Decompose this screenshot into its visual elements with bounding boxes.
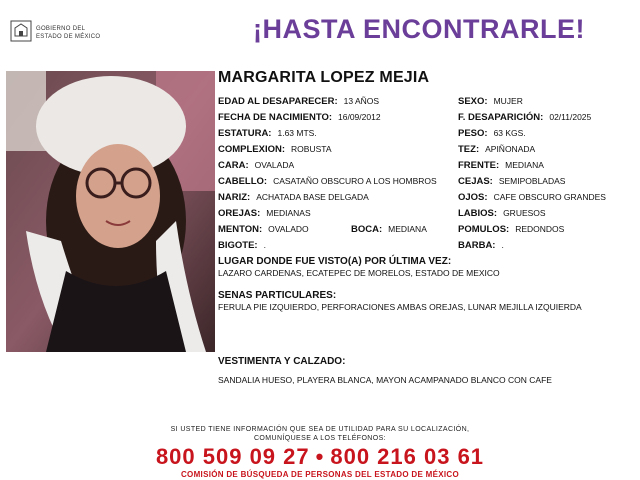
field-barba (458, 240, 504, 251)
field-edad (218, 96, 379, 107)
field-value: MEDIANA (505, 160, 544, 170)
field-value: SEMIPOBLADAS (498, 176, 566, 186)
field-value: MEDIANAS (266, 208, 311, 218)
field-label: BIGOTE: (218, 240, 258, 251)
commission-name: COMISIÓN DE BÚSQUEDA DE PERSONAS DEL ESTADO DE MÉXICO (180, 470, 459, 479)
field-label: ESTATURA: (218, 128, 272, 139)
field-label: F. DESAPARICIÓN: (458, 112, 544, 123)
field-nacimiento (218, 112, 381, 123)
field-label: SEXO: (458, 96, 488, 107)
field-orejas (218, 208, 311, 219)
field-frente (458, 160, 544, 171)
field-labios (458, 208, 546, 219)
field-value: . (263, 240, 266, 250)
phone-2: 800 216 03 61 (330, 444, 485, 469)
field-boca (351, 224, 427, 235)
field-sexo (458, 96, 523, 107)
missing-person-photo (6, 71, 215, 352)
field-cabello (218, 176, 437, 187)
field-label: CABELLO: (218, 176, 268, 187)
field-label: CARA: (218, 160, 249, 171)
phone-numbers (0, 444, 640, 470)
field-label: COMPLEXION: (218, 144, 286, 155)
field-value: MUJER (493, 96, 523, 106)
footer-note-line-2: COMUNÍQUESE A LOS TELÉFONOS: (253, 435, 387, 442)
field-value: 16/09/2012 (338, 112, 381, 122)
field-value: ACHATADA BASE DELGADA (256, 192, 369, 202)
field-cejas (458, 176, 565, 187)
field-value: APIÑONADA (485, 144, 536, 154)
field-menton (218, 224, 309, 235)
field-complexion (218, 144, 332, 155)
logo-line-2: ESTADO DE MÉXICO (36, 34, 101, 40)
field-label: CEJAS: (458, 176, 493, 187)
separator-dot: • (315, 444, 325, 469)
field-value: . (501, 240, 504, 250)
field-label: PESO: (458, 128, 488, 139)
phone-1: 800 509 09 27 (155, 444, 310, 469)
clothing-value: SANDALIA HUESO, PLAYERA BLANCA, MAYON ACAMPANADO BLANCO CON CAFE (218, 375, 552, 385)
field-peso (458, 128, 526, 139)
state-seal-icon (10, 20, 32, 42)
field-label: MENTON: (218, 224, 263, 235)
footer-note-line-1: SI USTED TIENE INFORMACIÓN QUE SEA DE UTILIDAD PARA SU LOCALIZACIÓN, (170, 426, 470, 433)
field-value: 1.63 MTS. (277, 128, 317, 138)
field-value: 13 AÑOS (343, 96, 380, 106)
field-tez (458, 144, 535, 155)
field-value: CAFE OBSCURO GRANDES (493, 192, 606, 202)
government-logo (10, 20, 130, 50)
marks-value: FERULA PIE IZQUIERDO, PERFORACIONES AMBAS OREJAS, LUNAR MEJILLA IZQUIERDA (218, 302, 582, 312)
field-label: OREJAS: (218, 208, 261, 219)
field-value: ROBUSTA (291, 144, 332, 154)
field-label: BOCA: (351, 224, 383, 235)
field-value: 02/11/2025 (549, 112, 592, 122)
last-seen-title: LUGAR DONDE FUE VISTO(A) POR ÚLTIMA VEZ: (218, 256, 452, 267)
field-pomulos (458, 224, 564, 235)
field-estatura (218, 128, 317, 139)
field-value: OVALADO (268, 224, 309, 234)
field-ojos (458, 192, 606, 203)
marks-title: SENAS PARTICULARES: (218, 290, 337, 301)
field-desaparicion (458, 112, 591, 123)
logo-line-1: GOBIERNO DEL (36, 26, 86, 32)
field-label: FRENTE: (458, 160, 500, 171)
headline: ¡HASTA ENCONTRARLE! (253, 14, 585, 44)
field-value: MEDIANA (388, 224, 427, 234)
field-bigote (218, 240, 266, 251)
clothing-title: VESTIMENTA Y CALZADO: (218, 356, 346, 367)
field-label: TEZ: (458, 144, 480, 155)
field-nariz (218, 192, 369, 203)
field-cara (218, 160, 294, 171)
person-name: MARGARITA LOPEZ MEJIA (218, 69, 430, 86)
field-label: LABIOS: (458, 208, 498, 219)
field-label: NARIZ: (218, 192, 251, 203)
field-value: REDONDOS (515, 224, 565, 234)
field-value: GRUESOS (503, 208, 546, 218)
field-label: EDAD AL DESAPARECER: (218, 96, 338, 107)
field-label: BARBA: (458, 240, 496, 251)
last-seen-value: LAZARO CARDENAS, ECATEPEC DE MORELOS, ESTADO DE MEXICO (218, 268, 500, 278)
field-value: OVALADA (254, 160, 295, 170)
field-label: OJOS: (458, 192, 488, 203)
field-label: FECHA DE NACIMIENTO: (218, 112, 332, 123)
field-value: CASATAÑO OBSCURO A LOS HOMBROS (273, 176, 437, 186)
field-value: 63 KGS. (493, 128, 526, 138)
field-label: POMULOS: (458, 224, 510, 235)
